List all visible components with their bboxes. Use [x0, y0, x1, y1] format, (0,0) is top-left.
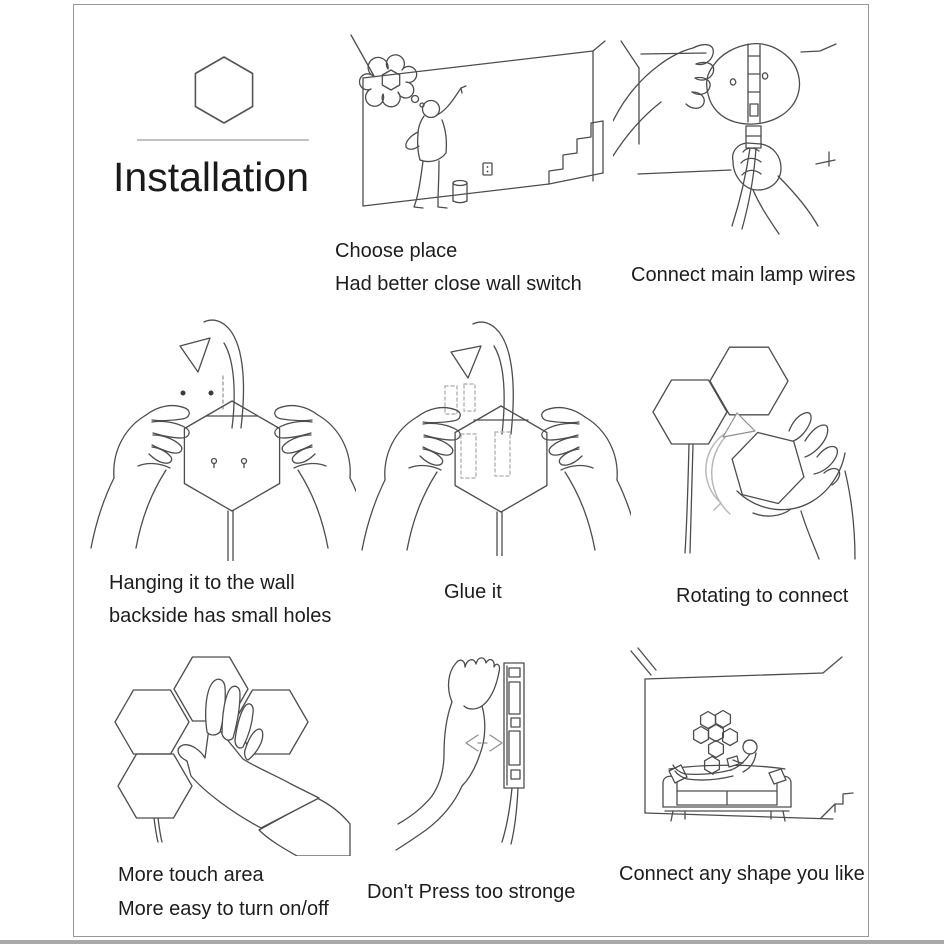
lamp-panel-back: [707, 44, 800, 124]
any-shape-illustration: [623, 643, 869, 868]
press-illustration: [366, 646, 616, 861]
thought-bubble-hexagon: [359, 55, 424, 107]
wall-outlet: [483, 163, 492, 175]
left-hand: [91, 406, 189, 548]
caption-choose-place-line1: Choose place: [335, 240, 458, 262]
held-hexagon: [724, 428, 811, 508]
touch-illustration: [91, 656, 351, 856]
left-hand: [362, 408, 460, 550]
image-bottom-edge: [0, 940, 944, 944]
caption-hanging-line1: Hanging it to the wall: [109, 572, 295, 594]
glue-illustration: [361, 316, 631, 556]
right-hand: [542, 408, 631, 550]
choose-place-illustration: [331, 31, 611, 236]
caption-rotating: Rotating to connect: [676, 585, 849, 607]
bucket: [453, 181, 467, 203]
caption-any-shape: Connect any shape you like: [619, 863, 865, 885]
room-drawing: [351, 35, 605, 206]
guide-frame: [73, 4, 869, 937]
left-hand: [613, 45, 714, 156]
caption-connect-wires: Connect main lamp wires: [631, 264, 856, 286]
wall-lines: [621, 41, 836, 174]
person-figure: [406, 86, 466, 208]
pressing-hand: [396, 658, 499, 850]
touching-hand: [178, 679, 350, 856]
right-hand: [733, 143, 818, 234]
caption-touch-line2: More easy to turn on/off: [118, 898, 329, 920]
page-title: Installation: [113, 154, 310, 200]
caption-press: Don't Press too stronge: [367, 881, 576, 903]
adhesive-strips-wall: [445, 384, 475, 414]
hexagon-logo-icon: [190, 54, 258, 126]
rotating-illustration: [641, 321, 871, 561]
caption-hanging-line2: backside has small holes: [109, 605, 332, 627]
title-divider: [137, 139, 309, 141]
person-on-sofa: [673, 740, 757, 780]
connect-wires-illustration: [613, 26, 871, 244]
mounted-hexagons: [653, 347, 788, 553]
hanging-illustration: [86, 316, 356, 561]
caption-glue: Glue it: [444, 581, 502, 603]
caption-touch-line1: More touch area: [118, 864, 264, 886]
right-hand: [275, 406, 356, 548]
caption-choose-place-line2: Had better close wall switch: [335, 273, 582, 295]
hexagon-lamp: [455, 406, 547, 556]
connector-plug: [732, 126, 761, 229]
panel-side-view: [502, 663, 524, 844]
